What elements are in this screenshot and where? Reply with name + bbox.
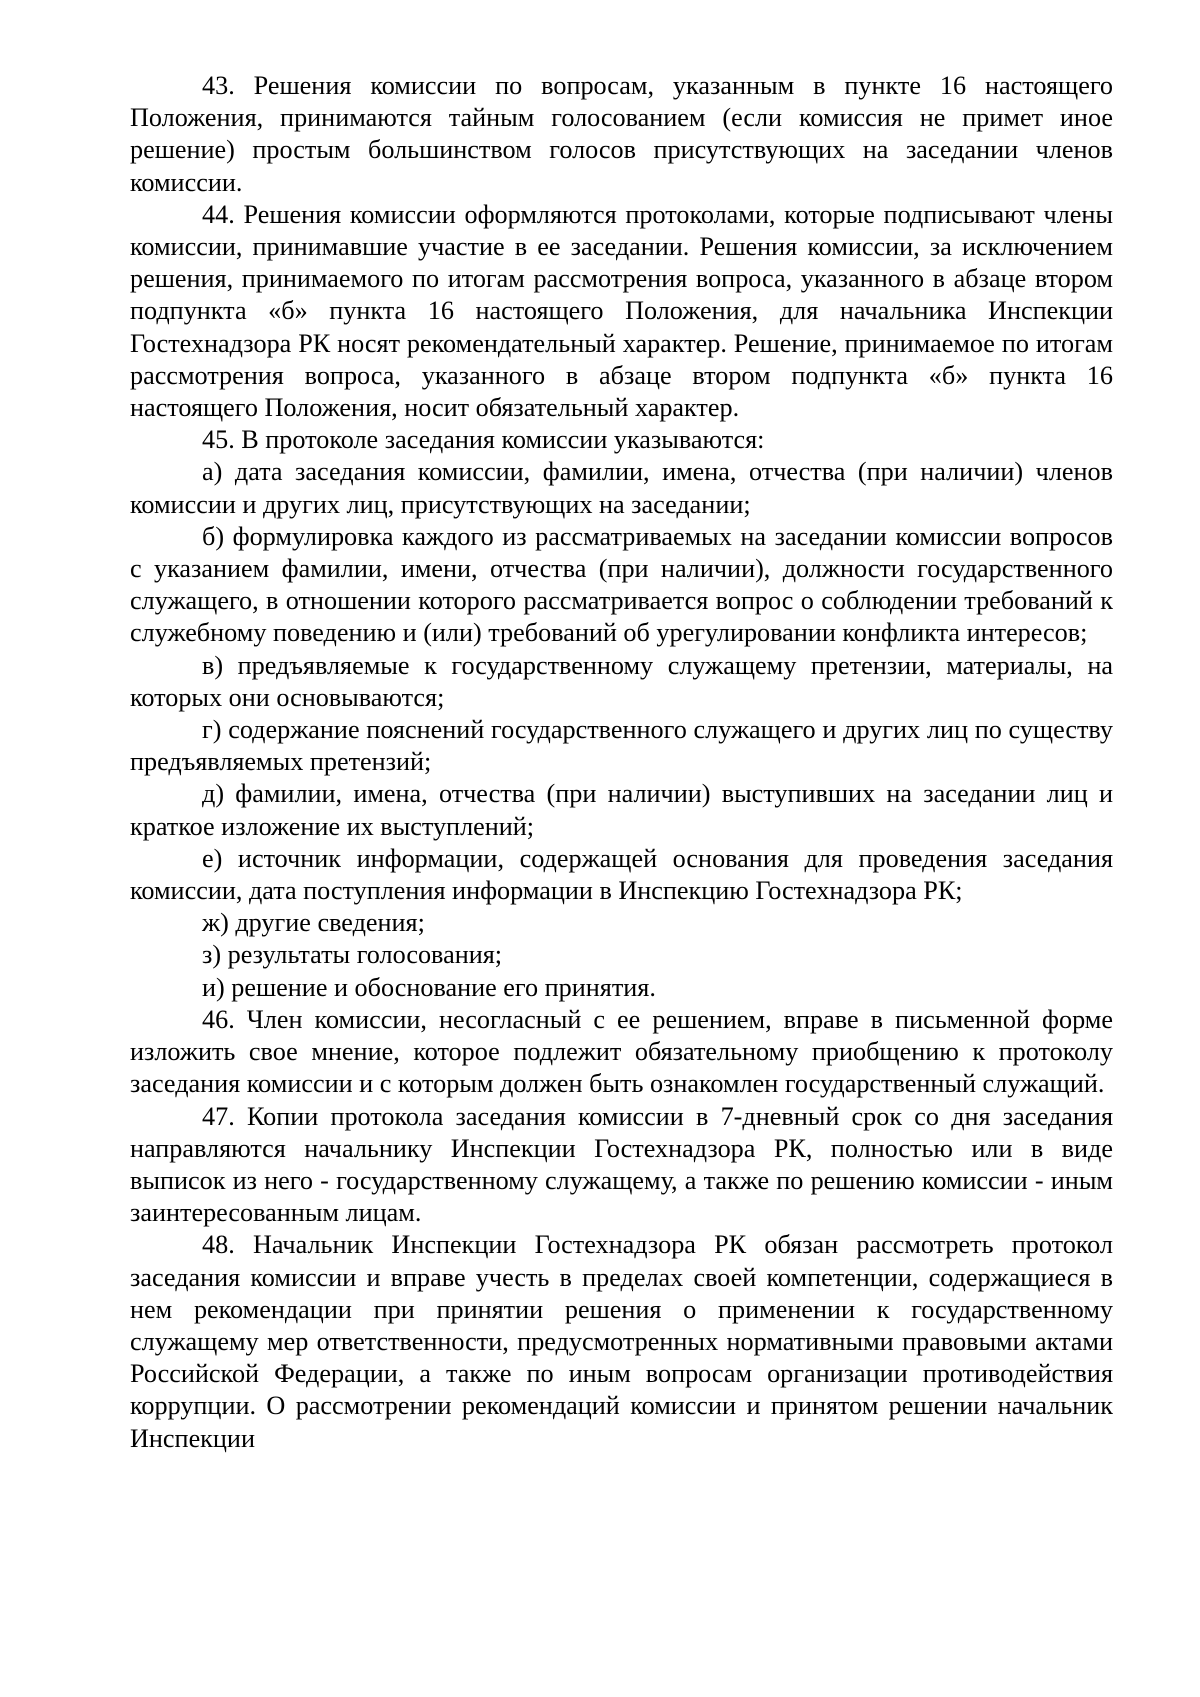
paragraph-43: 43. Решения комиссии по вопросам, указанным в пункте 16 настоящего Положения, принимаются тайным голосованием (если комиссия не примет иное решение) простым большинством голосов присутствующих на заседании членов комиссии. [130,71,1113,197]
list-item-e: е) источник информации, содержащей основания для проведения заседания комиссии, дата поступления информации в Инспекцию Гостехнадзора РК; [130,843,1113,906]
list-item-v: в) предъявляемые к государственному служащему претензии, материалы, на которых они основываются; [130,650,1113,712]
list-item-g: г) содержание пояснений государственного служащего и других лиц по существу предъявляемых претензий; [130,715,1113,777]
paragraph-46: 46. Член комиссии, несогласный с ее решением, вправе в письменной форме изложить свое мнение, которое подлежит обязательному приобщению к протоколу заседания комиссии и с которым должен быть ознакомлен государственный служащий. [130,1004,1113,1099]
list-item-i: и) решение и обоснование его принятия. [202,972,656,1002]
paragraph-45: 45. В протоколе заседания комиссии указываются: [202,425,765,455]
document-page [130,70,1113,1455]
list-item-zh: ж) другие сведения; [202,908,425,938]
list-item-a: а) дата заседания комиссии, фамилии, имена, отчества (при наличии) членов комиссии и других лиц, присутствующих на заседании; [130,457,1113,519]
list-item-z: з) результаты голосования; [202,940,503,970]
paragraph-44: 44. Решения комиссии оформляются протоколами, которые подписывают члены комиссии, принимавшие участие в ее заседании. Решения комиссии, за исключением решения, принимаемого по итогам рассмотрения вопроса, указанного в абзаце втором подпункта «б» пункта 16 настоящего Положения, для начальника Инспекции Гостехнадзора РК носят рекомендательный характер. Решение, принимаемое по итогам рассмотрения вопроса, указанного в абзаце втором подпункта «б» пункта 16 настоящего Положения, носит обязательный характер. [130,199,1113,423]
list-item-d: д) фамилии, имена, отчества (при наличии) выступивших на заседании лиц и краткое изложение их выступлений; [130,779,1113,841]
list-item-b: б) формулировка каждого из рассматриваемых на заседании комиссии вопросов с указанием фамилии, имени, отчества (при наличии), должности государственного служащего, в отношении которого рассматривается вопрос о соблюдении требований к служебному поведению и (или) требований об урегулировании конфликта интересов; [130,521,1113,648]
paragraph-48: 48. Начальник Инспекции Гостехнадзора РК обязан рассмотреть протокол заседания комиссии и вправе учесть в пределах своей компетенции, содержащиеся в нем рекомендации при принятии решения о применении к государственному служащему мер ответственности, предусмотренных нормативными правовыми актами Российской Федерации, а также по иным вопросам организации противодействия коррупции. О рассмотрении рекомендаций комиссии и принятом решении начальник Инспекции [130,1230,1113,1453]
paragraph-47: 47. Копии протокола заседания комиссии в 7-дневный срок со дня заседания направляются начальнику Инспекции Гостехнадзора РК, полностью или в виде выписок из него - государственному служащему, а также по решению комиссии - иным заинтересованным лицам. [130,1101,1113,1228]
